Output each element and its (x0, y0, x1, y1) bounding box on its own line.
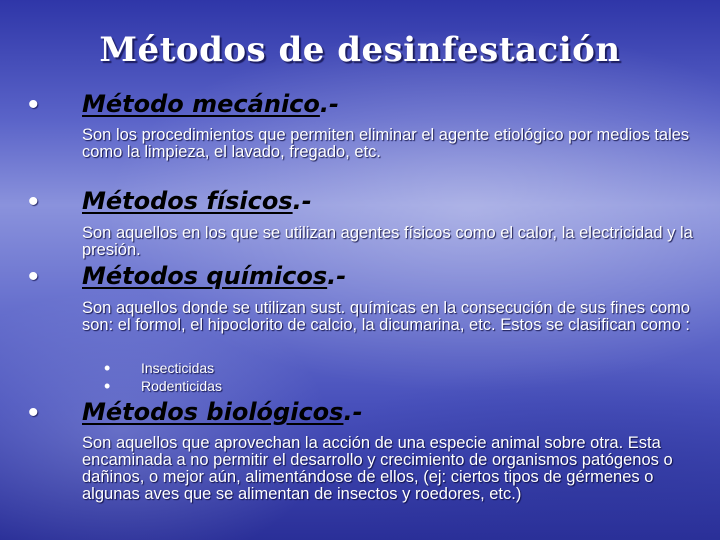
section-text-mecanico: Son los procedimientos que permiten eliminar el agente etiológico por medios tales como la limpieza, el lavado, fregado, etc. (82, 126, 690, 161)
slide-title: Métodos de desinfestación (99, 30, 621, 70)
sub-bullet-icon: • (104, 358, 111, 378)
section-text-fisicos: Son aquellos en los que se utilizan agentes físicos como el calor, la electricidad y la presión. (82, 224, 693, 259)
section-text-quimicos: Son aquellos donde se utilizan sust. químicas en la consecución de sus fines como son: el formol, el hipoclorito de calcio, la dicumarina, etc. Estos se clasifican como : (82, 299, 691, 334)
sub-item-insecticidas: Insecticidas (141, 360, 215, 376)
section-heading-quimicos (82, 262, 346, 290)
bullet-icon: • (28, 88, 39, 121)
sub-bullet-icon: • (104, 376, 111, 396)
heading-text: Método mecánico (82, 90, 320, 118)
section-heading-mecanico (82, 90, 339, 118)
bullet-icon: • (28, 185, 39, 218)
bullet-icon: • (28, 396, 39, 429)
heading-text: Métodos biológicos (82, 398, 344, 426)
section-text-biologicos: Son aquellos que aprovechan la acción de una especie animal sobre otra. Esta encaminada a no permitir el desarrollo y crecimiento de organismos patógenos o dañinos, o mejor aún, alimentándose de ellos, (ej: ciertos tipos de gérmenes o algunas aves que se alimentan de insectos y roedores, etc.) (82, 434, 673, 503)
section-heading-biologicos (82, 398, 363, 426)
sub-item-rodenticidas: Rodenticidas (141, 378, 222, 394)
heading-suffix: .- (343, 398, 363, 426)
section-heading-fisicos (82, 187, 312, 215)
bullet-icon: • (28, 260, 39, 293)
heading-text: Métodos químicos (82, 262, 328, 290)
heading-suffix: .- (327, 262, 347, 290)
heading-text: Métodos físicos (82, 187, 293, 215)
heading-suffix: .- (292, 187, 312, 215)
heading-suffix: .- (319, 90, 339, 118)
